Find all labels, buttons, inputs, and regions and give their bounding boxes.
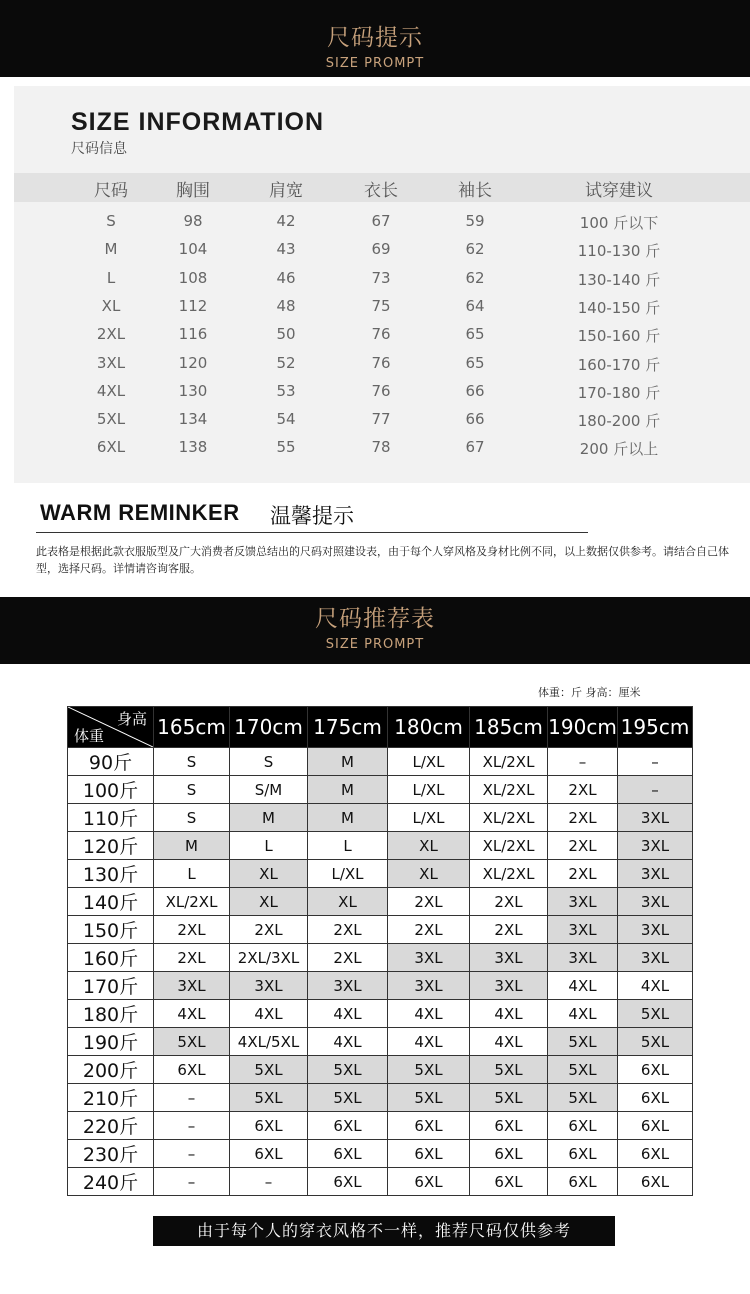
footer-note: 由于每个人的穿衣风格不一样，推荐尺码仅供参考: [153, 1216, 615, 1246]
size-cell: 65: [465, 353, 485, 372]
size-cell: XL: [101, 296, 121, 315]
size-cell: 120: [178, 353, 208, 372]
weight-cell: 190斤: [68, 1028, 154, 1056]
size-recommendation-cell: 5XL: [548, 1084, 618, 1112]
size-recommendation-cell: 3XL: [548, 916, 618, 944]
size-recommendation-cell: 6XL: [308, 1168, 388, 1196]
height-header: 175cm: [308, 707, 388, 748]
size-recommendation-cell: 4XL: [308, 1000, 388, 1028]
size-recommendation-cell: –: [154, 1140, 230, 1168]
weight-cell: 180斤: [68, 1000, 154, 1028]
size-recommendation-cell: XL: [230, 860, 308, 888]
size-recommendation-cell: 2XL: [548, 860, 618, 888]
table-row: [68, 804, 693, 832]
size-recommendation-cell: 5XL: [388, 1084, 470, 1112]
size-recommendation-cell: M: [308, 748, 388, 776]
size-info-subtitle: 尺码信息: [71, 141, 127, 157]
size-recommendation-cell: 3XL: [308, 972, 388, 1000]
banner-title-cn: 尺码提示: [327, 25, 423, 51]
size-cell: 130-140 斤: [577, 270, 661, 289]
size-cell: 2XL: [96, 325, 126, 344]
size-recommendation-cell: 3XL: [618, 888, 693, 916]
size-cell: L: [106, 268, 116, 287]
size-recommendation-cell: M: [230, 804, 308, 832]
size-recommendation-cell: L: [308, 832, 388, 860]
size-cell: 66: [465, 410, 485, 429]
size-recommendation-cell: –: [548, 748, 618, 776]
size-recommendation-cell: 4XL: [548, 972, 618, 1000]
table-row: [68, 748, 693, 776]
size-recommendation-cell: 2XL: [548, 832, 618, 860]
size-cell: 76: [371, 353, 391, 372]
size-cell: 59: [465, 212, 485, 230]
table-row: [68, 1084, 693, 1112]
height-header: 170cm: [230, 707, 308, 748]
size-recommendation-cell: XL/2XL: [470, 776, 548, 804]
size-recommendation-cell: L/XL: [308, 860, 388, 888]
size-cell: 98: [183, 212, 203, 230]
size-recommendation-cell: 2XL: [388, 916, 470, 944]
weight-cell: 240斤: [68, 1168, 154, 1196]
weight-cell: 100斤: [68, 776, 154, 804]
size-recommendation-cell: 3XL: [618, 944, 693, 972]
size-table-row: [14, 321, 750, 349]
weight-cell: 170斤: [68, 972, 154, 1000]
size-recommendation-cell: 6XL: [618, 1112, 693, 1140]
size-recommendation-cell: 6XL: [470, 1140, 548, 1168]
size-recommendation-cell: 4XL: [548, 1000, 618, 1028]
size-recommendation-cell: S: [154, 804, 230, 832]
size-recommendation-cell: 3XL: [548, 888, 618, 916]
size-recommendation-cell: M: [308, 804, 388, 832]
size-recommendation-cell: 3XL: [154, 972, 230, 1000]
size-cell: 50: [276, 325, 296, 344]
table-row: [68, 972, 693, 1000]
size-recommendation-cell: 6XL: [230, 1140, 308, 1168]
size-recommendation-cell: 5XL: [548, 1056, 618, 1084]
size-recommendation-cell: XL/2XL: [470, 860, 548, 888]
size-cell: 53: [276, 381, 296, 400]
size-recommendation-cell: 6XL: [618, 1084, 693, 1112]
size-cell: 180-200 斤: [577, 412, 661, 431]
size-recommendation-cell: –: [618, 748, 693, 776]
size-cell: 65: [465, 325, 485, 344]
size-recommendation-cell: 2XL: [308, 916, 388, 944]
size-table-row: [14, 293, 750, 321]
size-recommendation-cell: 6XL: [388, 1168, 470, 1196]
size-cell: 4XL: [96, 381, 126, 400]
height-header: 180cm: [388, 707, 470, 748]
size-cell: 66: [465, 381, 485, 400]
size-recommendation-cell: 2XL: [470, 888, 548, 916]
size-recommendation-cell: 3XL: [548, 944, 618, 972]
size-recommendation-cell: 4XL: [618, 972, 693, 1000]
size-recommendation-cell: 6XL: [470, 1168, 548, 1196]
size-table-row: [14, 208, 750, 236]
size-recommendation-cell: 2XL: [154, 944, 230, 972]
size-recommendation-cell: XL: [308, 888, 388, 916]
corner-header: [68, 707, 154, 748]
size-recommendation-cell: XL: [388, 832, 470, 860]
size-cell: 6XL: [96, 438, 126, 457]
size-recommendation-cell: M: [308, 776, 388, 804]
size-recommendation-cell: 3XL: [618, 804, 693, 832]
size-recommendation-cell: S: [154, 748, 230, 776]
size-cell: 134: [178, 410, 208, 429]
size-recommendation-cell: 3XL: [470, 944, 548, 972]
size-cell: 54: [276, 410, 296, 429]
size-recommendation-cell: 2XL: [230, 916, 308, 944]
size-cell: 116: [178, 325, 208, 344]
size-recommendation-cell: 4XL/5XL: [230, 1028, 308, 1056]
unit-note: 体重：斤 身高：厘米: [538, 686, 641, 699]
size-recommendation-cell: 3XL: [388, 944, 470, 972]
weight-cell: 160斤: [68, 944, 154, 972]
size-cell: 64: [465, 296, 485, 315]
size-recommendation-cell: XL/2XL: [470, 804, 548, 832]
weight-cell: 150斤: [68, 916, 154, 944]
size-recommendation-cell: L/XL: [388, 804, 470, 832]
size-cell: 73: [371, 268, 391, 287]
size-recommendation-cell: 2XL: [548, 804, 618, 832]
size-cell: 42: [276, 212, 296, 230]
size-header-cell: 试穿建议: [585, 181, 653, 201]
size-cell: 55: [276, 438, 296, 457]
size-recommendation-cell: S: [230, 748, 308, 776]
size-recommendation-cell: S/M: [230, 776, 308, 804]
size-recommendation-cell: 6XL: [308, 1140, 388, 1168]
size-cell: 78: [371, 438, 391, 457]
size-cell: 104: [178, 240, 208, 259]
table-row: [68, 776, 693, 804]
table-row: [68, 1000, 693, 1028]
size-recommendation-cell: –: [618, 776, 693, 804]
weight-cell: 140斤: [68, 888, 154, 916]
table-row: [68, 1140, 693, 1168]
size-table-row: [14, 434, 750, 462]
table-row: [68, 1056, 693, 1084]
weight-cell: 120斤: [68, 832, 154, 860]
table-row: [68, 1028, 693, 1056]
size-recommendation-cell: 4XL: [388, 1028, 470, 1056]
size-cell: 48: [276, 296, 296, 315]
size-recommendation-cell: 5XL: [548, 1028, 618, 1056]
size-header-cell: 衣长: [364, 181, 398, 201]
size-recommendation-cell: 2XL: [308, 944, 388, 972]
size-recommendation-cell: 6XL: [308, 1112, 388, 1140]
size-recommendation-cell: 3XL: [618, 860, 693, 888]
size-recommendation-cell: 5XL: [618, 1000, 693, 1028]
size-recommendation-cell: 5XL: [230, 1056, 308, 1084]
size-recommendation-cell: 6XL: [388, 1112, 470, 1140]
size-recommendation-cell: 3XL: [618, 832, 693, 860]
size-table-row: [14, 350, 750, 378]
size-recommendation-banner: [0, 597, 750, 664]
size-cell: 76: [371, 325, 391, 344]
banner-title-cn: 尺码推荐表: [315, 606, 435, 632]
table-row: [68, 1112, 693, 1140]
weight-cell: 230斤: [68, 1140, 154, 1168]
size-cell: 150-160 斤: [577, 327, 661, 346]
size-cell: 170-180 斤: [577, 383, 661, 402]
size-prompt-banner: [0, 0, 750, 77]
size-recommendation-cell: 4XL: [154, 1000, 230, 1028]
size-cell: 69: [371, 240, 391, 259]
height-header: 165cm: [154, 707, 230, 748]
weight-cell: 210斤: [68, 1084, 154, 1112]
size-recommendation-cell: 4XL: [308, 1028, 388, 1056]
size-header-cell: 肩宽: [269, 181, 303, 201]
size-table-header: [14, 173, 750, 202]
size-recommendation-cell: 2XL: [154, 916, 230, 944]
size-recommendation-cell: S: [154, 776, 230, 804]
table-header-row: [68, 707, 693, 748]
size-recommendation-cell: XL/2XL: [470, 832, 548, 860]
size-cell: 138: [178, 438, 208, 457]
size-cell: 140-150 斤: [577, 298, 661, 317]
size-recommendation-cell: 6XL: [548, 1168, 618, 1196]
size-recommendation-cell: 6XL: [618, 1140, 693, 1168]
size-table-row: [14, 265, 750, 293]
size-recommendation-cell: 5XL: [470, 1084, 548, 1112]
size-cell: 62: [465, 240, 485, 259]
size-recommendation-cell: 2XL: [388, 888, 470, 916]
size-cell: 100 斤以下: [579, 214, 659, 232]
size-recommendation-cell: M: [154, 832, 230, 860]
size-recommendation-cell: 3XL: [618, 916, 693, 944]
size-cell: 52: [276, 353, 296, 372]
weight-cell: 130斤: [68, 860, 154, 888]
reminder-text: 此表格是根据此款衣服版型及广大消费者反馈总结出的尺码对照建设表，由于每个人穿风格及身材比例不同，以上数据仅供参考。请结合自己体型，选择尺码。详情请咨询客服。: [36, 545, 729, 575]
size-table-row: [14, 236, 750, 264]
size-recommendation-cell: 6XL: [470, 1112, 548, 1140]
weight-label: 体重: [74, 727, 105, 745]
size-cell: 112: [178, 296, 208, 315]
size-cell: 67: [465, 438, 485, 457]
size-recommendation-cell: 5XL: [388, 1056, 470, 1084]
size-recommendation-table: [67, 706, 693, 1196]
size-recommendation-cell: 4XL: [230, 1000, 308, 1028]
size-cell: 130: [178, 381, 208, 400]
size-cell: 5XL: [96, 410, 126, 429]
size-information-panel: [14, 86, 750, 483]
size-recommendation-cell: L/XL: [388, 748, 470, 776]
reminder-title-cn: 温馨提示: [270, 504, 354, 528]
size-cell: 43: [276, 240, 296, 259]
weight-cell: 110斤: [68, 804, 154, 832]
table-row: [68, 944, 693, 972]
size-cell: 160-170 斤: [577, 355, 661, 374]
size-recommendation-cell: L: [230, 832, 308, 860]
size-recommendation-cell: XL/2XL: [154, 888, 230, 916]
table-row: [68, 916, 693, 944]
size-cell: 75: [371, 296, 391, 315]
size-cell: 76: [371, 381, 391, 400]
size-recommendation-cell: XL: [230, 888, 308, 916]
banner-title-en: SIZE PROMPT: [325, 637, 425, 652]
size-header-cell: 袖长: [458, 181, 492, 201]
size-recommendation-cell: XL/2XL: [470, 748, 548, 776]
size-cell: 3XL: [96, 353, 126, 372]
table-row: [68, 832, 693, 860]
size-recommendation-cell: 5XL: [618, 1028, 693, 1056]
size-recommendation-cell: 2XL: [470, 916, 548, 944]
height-label: 身高: [116, 710, 147, 728]
size-header-cell: 尺码: [94, 181, 128, 201]
size-recommendation-cell: 6XL: [548, 1140, 618, 1168]
size-recommendation-cell: 4XL: [388, 1000, 470, 1028]
size-table-row: [14, 406, 750, 434]
size-info-title: SIZE INFORMATION: [71, 108, 325, 136]
weight-cell: 220斤: [68, 1112, 154, 1140]
height-header: 190cm: [548, 707, 618, 748]
size-recommendation-cell: 5XL: [154, 1028, 230, 1056]
size-cell: 108: [178, 268, 208, 287]
size-recommendation-cell: 3XL: [230, 972, 308, 1000]
table-row: [68, 888, 693, 916]
table-row: [68, 1168, 693, 1196]
size-recommendation-cell: 6XL: [230, 1112, 308, 1140]
size-recommendation-cell: 2XL: [548, 776, 618, 804]
diagonal-line: [68, 707, 153, 747]
size-cell: 46: [276, 268, 296, 287]
size-recommendation-cell: 4XL: [470, 1000, 548, 1028]
size-recommendation-cell: 4XL: [470, 1028, 548, 1056]
size-cell: 110-130 斤: [577, 242, 661, 261]
size-recommendation-cell: 6XL: [618, 1168, 693, 1196]
size-recommendation-cell: 5XL: [470, 1056, 548, 1084]
size-recommendation-cell: 5XL: [308, 1056, 388, 1084]
size-recommendation-cell: 5XL: [308, 1084, 388, 1112]
reminder-divider: [36, 532, 588, 533]
size-recommendation-cell: XL: [388, 860, 470, 888]
size-table-row: [14, 378, 750, 406]
banner-title-en: SIZE PROMPT: [325, 56, 425, 71]
size-recommendation-cell: 6XL: [154, 1056, 230, 1084]
size-cell: 77: [371, 410, 391, 429]
weight-cell: 200斤: [68, 1056, 154, 1084]
size-recommendation-cell: 6XL: [618, 1056, 693, 1084]
size-recommendation-cell: –: [154, 1112, 230, 1140]
size-recommendation-cell: 6XL: [388, 1140, 470, 1168]
size-cell: S: [106, 212, 116, 230]
size-recommendation-cell: L/XL: [388, 776, 470, 804]
size-recommendation-cell: L: [154, 860, 230, 888]
table-row: [68, 860, 693, 888]
size-recommendation-cell: –: [154, 1084, 230, 1112]
size-cell: 62: [465, 268, 485, 287]
size-header-cell: 胸围: [176, 181, 210, 201]
size-cell: M: [104, 240, 118, 259]
weight-cell: 90斤: [68, 748, 154, 776]
size-recommendation-cell: 3XL: [388, 972, 470, 1000]
size-recommendation-cell: 2XL/3XL: [230, 944, 308, 972]
height-header: 185cm: [470, 707, 548, 748]
size-cell: 67: [371, 212, 391, 230]
reminder-title: WARM REMINKER: [40, 500, 240, 525]
height-header: 195cm: [618, 707, 693, 748]
size-recommendation-cell: 3XL: [470, 972, 548, 1000]
size-recommendation-cell: –: [154, 1168, 230, 1196]
size-recommendation-cell: –: [230, 1168, 308, 1196]
size-recommendation-cell: 6XL: [548, 1112, 618, 1140]
size-cell: 200 斤以上: [579, 440, 659, 459]
size-recommendation-cell: 5XL: [230, 1084, 308, 1112]
